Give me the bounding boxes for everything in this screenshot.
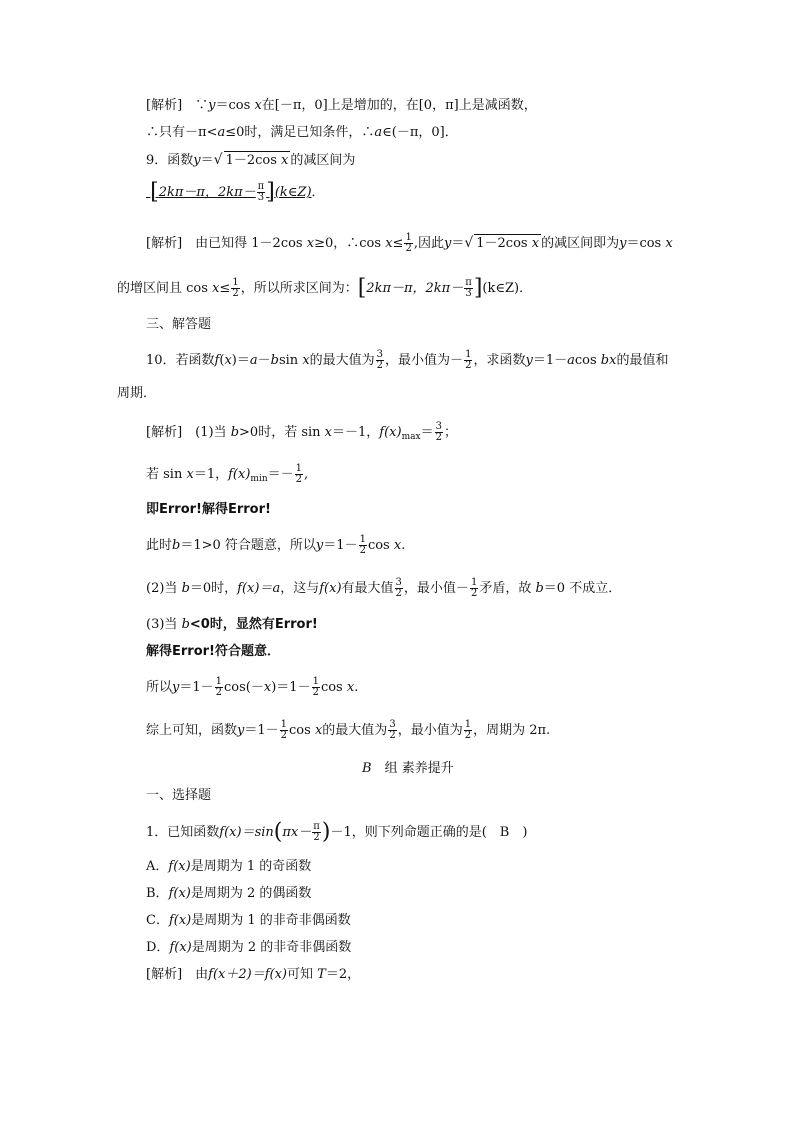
fraction bbox=[312, 822, 321, 843]
question-10-line-2: 周期． bbox=[117, 386, 157, 401]
text: 的减区间为 bbox=[290, 153, 356, 168]
text: 1．已知函数 bbox=[146, 825, 220, 840]
text: ∴只有－π< bbox=[146, 125, 218, 140]
var: f bbox=[379, 425, 385, 440]
text: (2)当 bbox=[146, 581, 178, 596]
text: ＝ bbox=[200, 153, 214, 168]
den: 2 bbox=[232, 288, 239, 299]
text: ，最小值－ bbox=[403, 581, 469, 596]
var: x bbox=[314, 723, 323, 738]
text: [解析] 由已知得 1－2cos bbox=[146, 236, 303, 251]
fraction bbox=[231, 278, 239, 299]
text: ＝ bbox=[420, 425, 434, 440]
num: 1 bbox=[464, 719, 472, 730]
analysis-1 bbox=[146, 966, 360, 984]
num: 1 bbox=[280, 719, 288, 730]
text: (x) bbox=[173, 913, 192, 928]
text: 的最大值为 bbox=[322, 723, 388, 738]
analysis-10-line-3: 即Error!解得Error! bbox=[146, 502, 271, 517]
text: B． bbox=[146, 886, 169, 901]
text: ＝cos bbox=[626, 236, 662, 251]
subscript: min bbox=[250, 474, 268, 484]
den: 3 bbox=[257, 192, 265, 203]
den: 2 bbox=[376, 360, 384, 371]
text: 的最大值为 bbox=[309, 353, 375, 368]
text: 是周期为 2 的非奇非偶函数 bbox=[191, 940, 352, 955]
den: 3 bbox=[465, 288, 472, 299]
radical-sign: √ bbox=[213, 152, 223, 168]
var: x bbox=[281, 153, 289, 168]
text: A． bbox=[146, 859, 169, 874]
option-b bbox=[146, 885, 311, 903]
analysis-10-line-7: 解得Error!符合题意． bbox=[146, 644, 280, 659]
text: (x) bbox=[173, 886, 191, 901]
text: . bbox=[401, 538, 406, 553]
num: 3 bbox=[389, 719, 396, 730]
text: >0时，若 sin bbox=[239, 425, 321, 440]
text: cos(－ bbox=[224, 680, 264, 695]
text: ； bbox=[443, 425, 457, 440]
var: x bbox=[306, 236, 315, 251]
analysis-10-line-1 bbox=[146, 422, 457, 446]
fraction bbox=[435, 422, 443, 443]
fraction bbox=[395, 578, 403, 599]
text: [解析] 由 bbox=[146, 967, 209, 982]
analysis-10-line-6 bbox=[146, 616, 318, 634]
text: －1，则下列命题正确的是( B ) bbox=[330, 825, 528, 840]
var: f bbox=[214, 353, 220, 368]
var: y bbox=[208, 98, 216, 113]
den: 2 bbox=[465, 360, 472, 371]
var: a bbox=[374, 125, 383, 140]
var: x bbox=[393, 538, 402, 553]
text: ＝1>0 符合题意，所以 bbox=[180, 538, 316, 553]
question-9 bbox=[146, 151, 355, 170]
var: y bbox=[443, 236, 452, 251]
text: 2kπ－π，2kπ－ bbox=[366, 281, 464, 296]
text: (k∈Z)． bbox=[482, 281, 533, 296]
num: 3 bbox=[376, 349, 384, 360]
text: (x) bbox=[174, 940, 192, 955]
text: ，求函数 bbox=[473, 353, 526, 368]
radical-sign: √ bbox=[464, 235, 474, 251]
text: 1－2cos bbox=[225, 153, 277, 168]
text: (x)＝sin bbox=[224, 825, 274, 840]
text: πx－ bbox=[282, 825, 312, 840]
analysis-10-conclusion bbox=[146, 720, 550, 741]
analysis-line-1 bbox=[146, 97, 537, 115]
var: f bbox=[319, 581, 325, 596]
sqrt-expr bbox=[224, 151, 291, 170]
text: )＝ bbox=[231, 353, 250, 368]
text: 的减区间即为 bbox=[541, 236, 620, 251]
text: 是周期为 1 的奇函数 bbox=[190, 859, 312, 874]
den: 2 bbox=[280, 730, 288, 741]
fraction bbox=[257, 182, 266, 203]
text: ≥0，∴cos bbox=[314, 236, 382, 251]
var: T bbox=[317, 967, 326, 982]
fraction bbox=[464, 278, 473, 299]
text: 10．若函数 bbox=[146, 353, 215, 368]
num: π bbox=[313, 821, 320, 832]
var: x bbox=[254, 98, 262, 113]
text: 在[－π，0]上是增加的，在[0，π]上是减函数， bbox=[261, 98, 537, 113]
den: 2 bbox=[435, 432, 442, 443]
text: 此时 bbox=[146, 538, 173, 553]
num: 3 bbox=[395, 577, 402, 588]
text: ＝cos bbox=[215, 98, 251, 113]
analysis-10-line-4 bbox=[146, 535, 405, 556]
text: (3)当 bbox=[146, 617, 178, 632]
fraction bbox=[464, 720, 472, 741]
text: (x) bbox=[324, 581, 342, 596]
text: ＝1－ bbox=[244, 723, 279, 738]
var: a bbox=[567, 353, 575, 368]
var: x bbox=[346, 680, 355, 695]
num: 1 bbox=[232, 277, 239, 288]
fraction bbox=[295, 464, 303, 485]
text: (x) bbox=[269, 967, 288, 982]
text: ≤ bbox=[219, 281, 231, 296]
question-1: 1．已知函数f(x)＝sin(πx－ $\frac{\pi}{2}$ )－1，则下列命题正确的是( B ) bbox=[146, 819, 528, 845]
text: ，最小值为 bbox=[397, 723, 463, 738]
analysis-9-line-1 bbox=[146, 233, 673, 254]
text: D． bbox=[146, 940, 170, 955]
den: 2 bbox=[312, 687, 319, 698]
option-c bbox=[146, 912, 351, 930]
text: (x) bbox=[173, 859, 191, 874]
text: cos bbox=[574, 353, 597, 368]
den: 2 bbox=[405, 243, 412, 254]
section-heading-1: 一、选择题 bbox=[146, 788, 212, 803]
var: a bbox=[217, 125, 226, 140]
var: x bbox=[212, 281, 220, 296]
text: 2kπ－π，2kπ－ bbox=[158, 185, 256, 200]
var: y bbox=[315, 538, 324, 553]
var: y bbox=[525, 353, 533, 368]
den: 2 bbox=[464, 730, 472, 741]
text: )＝1－ bbox=[271, 680, 311, 695]
text: (x) bbox=[384, 425, 402, 440]
text: (x＋2)＝ bbox=[212, 967, 265, 982]
den: 2 bbox=[395, 588, 402, 599]
text: ＝ bbox=[451, 236, 465, 251]
var: b bbox=[172, 538, 181, 553]
answer-underline: [2kπ－π，2kπ－ $\frac{\pi}{3}$ ](k∈Z) bbox=[150, 179, 312, 205]
text: ( bbox=[219, 353, 225, 368]
var: b bbox=[230, 425, 240, 440]
analysis-10-line-2 bbox=[146, 464, 308, 488]
text: 9．函数 bbox=[146, 153, 194, 168]
text: 所以 bbox=[146, 680, 173, 695]
fraction bbox=[388, 720, 396, 741]
option-d bbox=[146, 939, 351, 957]
den: 2 bbox=[359, 545, 366, 556]
fraction bbox=[280, 720, 288, 741]
text: ＝1－ bbox=[323, 538, 358, 553]
text: ,因此 bbox=[413, 236, 444, 251]
num: 3 bbox=[435, 421, 442, 432]
text: sin bbox=[278, 353, 299, 368]
analysis-10-line-8 bbox=[146, 677, 358, 698]
text: 的增区间且 cos bbox=[117, 281, 208, 296]
analysis-10-line-5 bbox=[146, 578, 621, 599]
text: ，最小值为－ bbox=[385, 353, 464, 368]
text: ，所以所求区间为： bbox=[240, 281, 358, 296]
text: 是周期为 2 的偶函数 bbox=[190, 886, 312, 901]
text: C． bbox=[146, 913, 169, 928]
text: ≤ bbox=[392, 236, 404, 251]
text: <0时，显然有Error! bbox=[189, 617, 318, 632]
fraction bbox=[464, 350, 472, 371]
var: f bbox=[168, 913, 174, 928]
var: bx bbox=[600, 353, 617, 368]
text: ，周期为 2π. bbox=[473, 723, 551, 738]
text: 矛盾，故 bbox=[479, 581, 532, 596]
var: x bbox=[224, 353, 232, 368]
num: 1 bbox=[312, 676, 319, 687]
text: (k∈Z) bbox=[274, 185, 312, 200]
fraction bbox=[376, 350, 384, 371]
var: b bbox=[535, 581, 544, 596]
den: 2 bbox=[295, 474, 303, 485]
text: － bbox=[257, 353, 271, 368]
num: π bbox=[257, 181, 265, 192]
text: ＝－ bbox=[267, 467, 294, 482]
den: 2 bbox=[215, 687, 223, 698]
den: 2 bbox=[389, 730, 396, 741]
text: ＝2， bbox=[325, 967, 361, 982]
var: f bbox=[168, 859, 174, 874]
num: 1 bbox=[465, 349, 472, 360]
fraction bbox=[312, 677, 320, 698]
fraction bbox=[404, 233, 412, 254]
text: ＝0 不成立． bbox=[543, 581, 622, 596]
var: x bbox=[302, 353, 310, 368]
var: f bbox=[237, 581, 242, 596]
subscript: max bbox=[401, 432, 421, 442]
text: ＝－1， bbox=[332, 425, 380, 440]
var: f bbox=[228, 467, 233, 482]
text: 1－2cos bbox=[476, 236, 528, 251]
var: b bbox=[270, 353, 279, 368]
var: x bbox=[263, 680, 272, 695]
analysis-line-2 bbox=[146, 124, 458, 142]
num: 1 bbox=[295, 463, 303, 474]
var: f bbox=[168, 886, 174, 901]
text: cos bbox=[367, 538, 390, 553]
var: f bbox=[264, 967, 270, 982]
text: cos bbox=[320, 680, 343, 695]
text: (x) bbox=[232, 467, 251, 482]
question-10-line-1 bbox=[146, 350, 668, 371]
text: ∈(－π，0]． bbox=[382, 125, 458, 140]
num: 1 bbox=[470, 577, 478, 588]
text: ＝1－ bbox=[179, 680, 214, 695]
num: 1 bbox=[405, 232, 412, 243]
var: b bbox=[181, 617, 190, 632]
var: f bbox=[169, 940, 175, 955]
var: f bbox=[208, 967, 213, 982]
text: ． bbox=[311, 185, 325, 200]
var: x bbox=[324, 425, 333, 440]
text: [解析] (1)当 bbox=[146, 425, 227, 440]
var: y bbox=[619, 236, 627, 251]
num: π bbox=[465, 277, 472, 288]
text: ＝0时， bbox=[189, 581, 238, 596]
var: x bbox=[531, 236, 540, 251]
var: y bbox=[193, 153, 201, 168]
text: ＝1－ bbox=[532, 353, 568, 368]
text: ，这与 bbox=[280, 581, 320, 596]
text: . bbox=[354, 680, 359, 695]
fraction bbox=[470, 578, 478, 599]
var: y bbox=[172, 680, 180, 695]
var: b bbox=[181, 581, 190, 596]
den: 2 bbox=[313, 832, 320, 843]
text: (x)＝a bbox=[241, 581, 281, 596]
num: 1 bbox=[359, 534, 366, 545]
text: , bbox=[304, 467, 309, 482]
text: ＝1， bbox=[193, 467, 229, 482]
text: 是周期为 1 的非奇非偶函数 bbox=[191, 913, 351, 928]
text: 可知 bbox=[287, 967, 314, 982]
var: a bbox=[249, 353, 258, 368]
text: 组 素养提升 bbox=[371, 761, 454, 776]
var: x bbox=[186, 467, 194, 482]
analysis-9-line-2: 的增区间且 cos x≤ $\frac{1}{2}$ ，所以所求区间为：[2kπ－π，2kπ－ $\frac{\pi}{3}$ ](k∈Z)． bbox=[117, 275, 533, 301]
text: 若 sin bbox=[146, 467, 183, 482]
var: x bbox=[665, 236, 673, 251]
sqrt-expr bbox=[474, 234, 541, 253]
text: 综上可知，函数 bbox=[146, 723, 238, 738]
fraction bbox=[359, 535, 367, 556]
group-b-heading bbox=[362, 760, 454, 778]
var: x bbox=[385, 236, 393, 251]
den: 2 bbox=[470, 588, 478, 599]
text: 的最值和 bbox=[616, 353, 669, 368]
var: f bbox=[219, 825, 225, 840]
text: cos bbox=[289, 723, 311, 738]
fraction bbox=[215, 677, 223, 698]
num: 1 bbox=[215, 676, 223, 687]
text: 有最大值 bbox=[341, 581, 394, 596]
text: ≤0时，满足已知条件，∴ bbox=[225, 125, 375, 140]
answer-9 bbox=[146, 179, 325, 205]
text: B bbox=[362, 761, 372, 776]
option-a bbox=[146, 858, 311, 876]
var: y bbox=[237, 723, 245, 738]
text: [解析] ∵ bbox=[146, 98, 209, 113]
section-heading-3: 三、解答题 bbox=[146, 317, 212, 332]
